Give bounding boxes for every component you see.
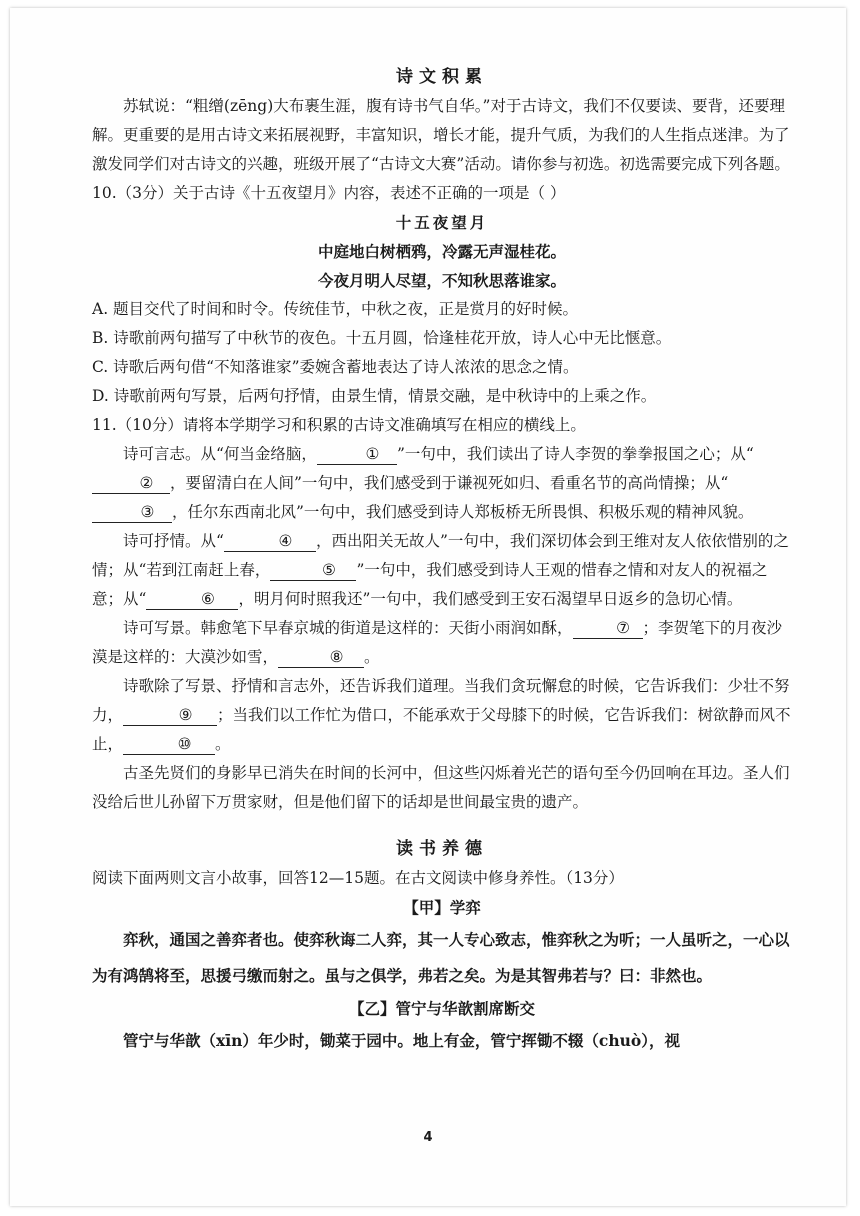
blank-9[interactable]: ⑨ — [123, 705, 217, 726]
section-gap — [92, 817, 792, 835]
option-d: D. 诗歌前两句写景，后两句抒情，由景生情，情景交融，是中秋诗中的上乘之作。 — [92, 387, 657, 405]
blank-3[interactable]: ③ — [92, 502, 172, 523]
blank-7[interactable]: ⑦ — [573, 618, 643, 639]
page-content — [92, 63, 792, 1059]
exam-page — [10, 8, 846, 1206]
blank-2[interactable]: ② — [92, 473, 170, 494]
question-10-stem: 10.（3分）关于古诗《十五夜望月》内容，表述不正确的一项是（ ） — [92, 184, 566, 202]
blank-10[interactable]: ⑩ — [123, 734, 215, 755]
section-title-reading: 读书养德 — [396, 839, 488, 859]
section-title-poetry: 诗文积累 — [396, 67, 488, 87]
reading-intro: 阅读下面两则文言小故事，回答12—15题。在古文阅读中修身养性。（13分） — [92, 869, 624, 887]
poem-title: 十五夜望月 — [395, 213, 489, 232]
poem-line: 中庭地白树栖鸦，冷露无声湿桂花。 — [317, 242, 566, 261]
blank-4[interactable]: ④ — [224, 531, 316, 552]
paragraph-reason: 诗歌除了写景、抒情和言志外，还告诉我们道理。当我们贪玩懈怠的时候，它告诉我们：少壮不努力， ⑨ ；当我们以工作忙为借口，不能承欢于父母膝下的时候，它告诉我们：树欲静而风不止， ⑩ 。 — [92, 677, 791, 753]
poem-line: 今夜月明人尽望，不知秋思落谁家。 — [317, 271, 566, 290]
text-yi-title: 【乙】管宁与华歆割席断交 — [348, 999, 535, 1018]
option-b: B. 诗歌前两句描写了中秋节的夜色。十五月圆，恰逢桂花开放，诗人心中无比惬意。 — [92, 329, 672, 347]
paragraph-aspiration: 诗可言志。从“何当金络脑， ① ”一句中，我们读出了诗人李贺的拳拳报国之心；从“② ，要留清白在人间”一句中，我们感受到于谦视死如归、看重名节的高尚情操；从“③ ，任尔东西南北风”一句中，我们感受到诗人郑板桥无所畏惧、积极乐观的精神风貌。 — [92, 440, 792, 527]
section-intro: 苏轼说：“粗缯(zēng)大布裹生涯，腹有诗书气自华。”对于古诗文，我们不仅要读、要背，还要理解。更重要的是用古诗文来拓展视野，丰富知识，增长才能，提升气质，为我们的人生指点迷津。为了激发同学们对古诗文的兴趣，班级开展了“古诗文大赛”活动。请你参与初选。初选需要完成下列各题。 — [92, 97, 790, 173]
text-jia-title: 【甲】学弈 — [403, 898, 481, 917]
text-yi-body: 管宁与华歆（xīn）年少时，锄菜于园中。地上有金，管宁挥锄不辍（chuò），视 — [123, 1031, 680, 1050]
blank-8[interactable]: ⑧ — [278, 647, 364, 668]
option-a: A. 题目交代了时间和时令。传统佳节，中秋之夜，正是赏月的好时候。 — [92, 300, 579, 318]
question-11-stem: 11.（10分）请将本学期学习和积累的古诗文准确填写在相应的横线上。 — [92, 416, 586, 434]
text-jia-body: 弈秋，通国之善弈者也。使弈秋诲二人弈，其一人专心致志，惟弈秋之为听；一人虽听之，一心以为有鸿鹄将至，思援弓缴而射之。虽与之俱学，弗若之矣。为是其智弗若与？曰：非然也。 — [92, 930, 790, 985]
option-c: C. 诗歌后两句借“不知落谁家”委婉含蓄地表达了诗人浓浓的思念之情。 — [92, 358, 579, 376]
paragraph-conclusion: 古圣先贤们的身影早已消失在时间的长河中，但这些闪烁着光芒的语句至今仍回响在耳边。圣人们没给后世儿孙留下万贯家财，但是他们留下的话却是世间最宝贵的遗产。 — [92, 764, 790, 811]
blank-1[interactable]: ① — [317, 444, 397, 465]
page-number: 4 — [423, 1130, 433, 1145]
blank-5[interactable]: ⑤ — [270, 560, 356, 581]
paragraph-scenery: 诗可写景。韩愈笔下早春京城的街道是这样的：天街小雨润如酥， ⑦ ；李贺笔下的月夜沙漠是这样的：大漠沙如雪， ⑧ 。 — [92, 619, 783, 666]
blank-6[interactable]: ⑥ — [146, 589, 238, 610]
paragraph-emotion: 诗可抒情。从“ ④ ，西出阳关无故人”一句中，我们深切体会到王维对友人依依惜别的之情；从“若到江南赶上春， ⑤ ”一句中，我们感受到诗人王观的惜春之情和对友人的祝福之意；从“ ⑥ ，明月何时照我还”一句中，我们感受到王安石渴望早日返乡的急切心情。 — [92, 532, 789, 608]
